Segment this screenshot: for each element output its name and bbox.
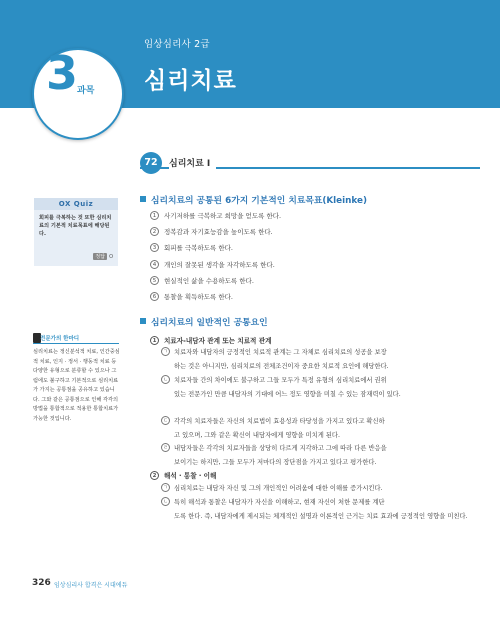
expert-tip-label: 전문가의 한마디 <box>40 336 80 342</box>
page-number: 326 <box>32 578 51 588</box>
ox-quiz-answer-mark: O <box>109 254 113 260</box>
paragraph: ㄱ 심리치료는 내담자 자신 및 그의 개인적인 어려움에 대한 이해를 증가시킨다. <box>161 482 479 496</box>
ox-quiz-box <box>34 198 118 266</box>
list-item: 5 현실적인 삶을 수용하도록 한다. <box>150 273 281 289</box>
ox-quiz-question: 회피를 극복하는 것 또한 심리치료의 기본적 치료목표에 해당된다. <box>39 215 112 237</box>
treatment-goals-list <box>150 208 281 305</box>
ox-quiz-title: OX Quiz <box>34 198 118 210</box>
expert-tip-divider <box>33 343 119 344</box>
footer-text: 임상심리사 합격은 시대에듀 <box>54 582 128 589</box>
section-title: 심리치료 Ⅰ <box>169 156 216 169</box>
chapter-title: 심리치료 <box>144 68 237 94</box>
list-item: 1 사기저하를 극복하고 희망을 얻도록 한다. <box>150 208 281 224</box>
paragraph: ㄹ 내담자들은 각각의 치료자들을 상당히 다르게 지각하고 그에 따라 다른 반응을 보이기는 하지만, 그들 모두가 저마다의 장단점을 가지고 있다고 평가한다. <box>161 442 479 469</box>
heading-square-icon <box>140 318 146 324</box>
subheading-therapeutic-relationship: 1 치료자-내담자 관계 또는 치료적 관계 <box>150 335 271 345</box>
list-item: 3 회피를 극복하도록 한다. <box>150 240 281 256</box>
section-number-badge: 72 <box>140 152 162 174</box>
book-title-label: 임상심리사 2급 <box>144 39 210 50</box>
list-item: 6 통찰을 획득하도록 한다. <box>150 289 281 305</box>
expert-tip-body: 심리치료는 정신분석적 치료, 인간중심적 치료, 인지 · 정서 · 행동적 치료 등 다양한 유형으로 분류할 수 있으나 그럼에도 불구하고 기본적으로 심리치료가 가지는 공통점을 공유하고 있습니다. 그와 같은 공통점으로 인해 각각의 방법을 통합적으로 적용한 통합치료가 가능한 것입니다. <box>33 349 120 422</box>
heading-treatment-goals: 심리치료의 공통된 6가지 기본적인 치료목표(Kleinke) <box>140 193 367 206</box>
subheading-interpretation: 2 해석 · 통찰 · 이해 <box>150 470 216 480</box>
paragraph: ㄱ 치료자와 내담자의 긍정적인 치료적 관계는 그 자체로 심리치료의 성공을 보장 하는 것은 아니지만, 심리치료의 전체조건이자 중요한 치료적 요인에 해당한다. <box>161 346 479 373</box>
ox-quiz-answer <box>93 253 113 260</box>
paragraph: ㄷ 각각의 치료자들은 자신의 치료법이 효용성과 타당성을 가지고 있다고 확신하 고 있으며, 그와 같은 확신이 내담자에게 영향을 미치게 된다. <box>161 415 479 442</box>
list-item: 2 정복감과 자기효능감을 높이도록 한다. <box>150 224 281 240</box>
ox-quiz-answer-label: 정답 <box>95 254 106 260</box>
list-item: 4 개인의 잘못된 생각을 자각하도록 한다. <box>150 257 281 273</box>
chapter-unit-label: 과목 <box>77 86 95 96</box>
paragraph: ㄴ 특히 해석과 통찰은 내담자가 자신을 이해하고, 현재 자신이 처한 문제를 계단 도록 한다. 즉, 내담자에게 제시되는 체계적인 설명과 이론적인 근거는 치료 효과에 긍정적인 영향을 미친다. <box>161 496 479 523</box>
paragraph: ㄴ 치료자들 간의 차이에도 불구하고 그들 모두가 특정 유형의 심리치료에서 권위 있는 전문가인 만큼 내담자의 기대에 어느 정도 영향을 미칠 수 있는 잠재력이 있다. <box>161 374 479 401</box>
chapter-number: 3 <box>46 46 79 100</box>
heading-square-icon <box>140 196 146 202</box>
heading-common-factors: 심리치료의 일반적인 공통요인 <box>140 315 268 328</box>
